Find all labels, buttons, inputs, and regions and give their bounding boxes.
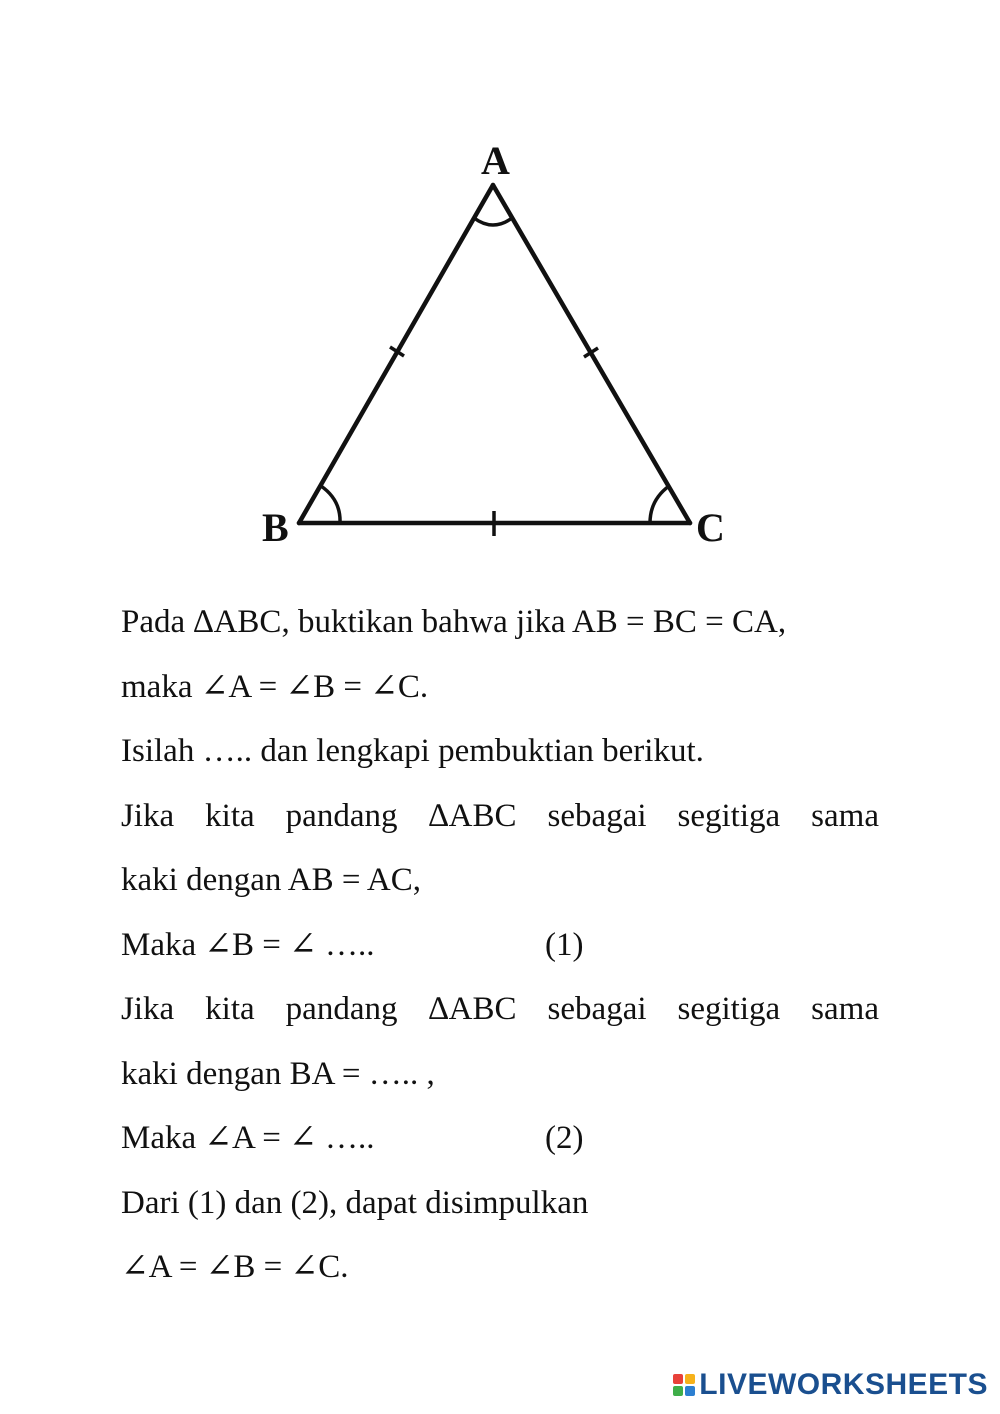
statement-2: Maka ∠A = ∠ ….. [121, 1120, 375, 1156]
angle-arc-b [321, 486, 340, 523]
text-line-3: Isilah ….. dan lengkapi pembuktian berikut. [121, 733, 704, 769]
vertex-label-c: C [696, 505, 725, 550]
text-line-2: maka ∠A = ∠B = ∠C. [121, 668, 429, 705]
logo-text: LIVEWORKSHEETS [699, 1368, 988, 1401]
worksheet-text [121, 590, 879, 1300]
angle-arc-a [474, 218, 512, 225]
text-line-11: ∠A = ∠B = ∠C. [121, 1249, 349, 1285]
vertex-label-a: A [481, 138, 510, 183]
liveworksheets-logo-icon [673, 1374, 695, 1396]
text-line-6 [121, 913, 879, 978]
text-line-4: Jika kita pandang ∆ABC sebagai segitiga sama [121, 797, 879, 834]
triangle-figure [240, 130, 760, 560]
equation-tag-2: (2) [545, 1120, 584, 1156]
text-line-8: kaki dengan BA = ….. , [121, 1055, 435, 1092]
side-ab [299, 185, 493, 523]
statement-1: Maka ∠B = ∠ ….. [121, 926, 375, 963]
text-line-10: Dari (1) dan (2), dapat disimpulkan [121, 1184, 589, 1221]
equation-tag-1: (1) [545, 926, 584, 963]
text-line-1: Pada ∆ABC, buktikan bahwa jika AB = BC = CA, [121, 604, 787, 640]
text-line-7: Jika kita pandang ∆ABC sebagai segitiga sama [121, 991, 879, 1027]
vertex-label-b: B [262, 505, 289, 550]
angle-arc-c [650, 486, 669, 523]
text-line-9 [121, 1106, 879, 1171]
liveworksheets-logo [673, 1368, 988, 1402]
text-line-5: kaki dengan AB = AC, [121, 862, 422, 898]
